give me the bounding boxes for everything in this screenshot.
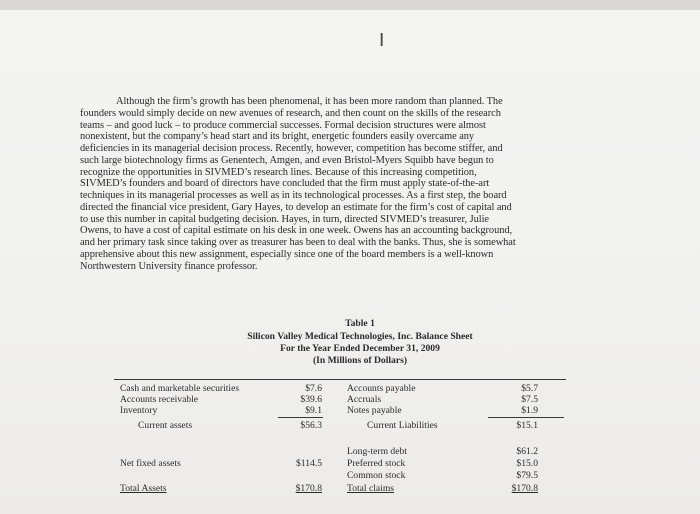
subtotal-rule — [278, 417, 323, 418]
asset-label: Inventory — [120, 405, 158, 416]
paragraph-line: Owens, to have a cost of capital estimate on his desk in one week. Owens has an accounting background, — [80, 225, 513, 237]
paragraph-line: founders would simply decide on new avenues of research, and then count on the skills of the research — [80, 107, 501, 119]
table-title: Silicon Valley Medical Technologies, Inc. Balance Sheet — [247, 331, 473, 342]
asset-value: $114.5 — [295, 458, 322, 469]
asset-total-value: $170.8 — [295, 483, 322, 494]
claim-subtotal-label: Current Liabilities — [367, 420, 438, 431]
asset-value: $7.6 — [305, 383, 322, 394]
claim-total-label: Total claims — [347, 483, 395, 494]
case-paragraph — [80, 96, 620, 272]
paragraph-line: teams – and good luck – to produce commercial successes. Formal decision structures were almost — [80, 119, 486, 131]
claim-value: $15.0 — [516, 458, 538, 469]
claim-label: Common stock — [347, 470, 406, 481]
paragraph-line: deficiencies in its managerial decision process. Recently, however, competition has become stiffer, and — [80, 143, 503, 154]
claim-label: Long-term debt — [347, 446, 407, 457]
asset-label: Accounts receivable — [120, 394, 199, 405]
asset-subtotal-label: Current assets — [138, 420, 193, 431]
asset-label: Cash and marketable securities — [120, 383, 240, 394]
paragraph-line: nonexistent, but the company’s head start and its bright, energetic founders easily overcame any — [80, 131, 475, 143]
claim-value: $1.9 — [521, 405, 538, 416]
paragraph-line: SIVMED’s founders and board of directors have concluded that the firm must apply state-of-the-art — [80, 178, 490, 190]
asset-total-label: Total Assets — [120, 483, 167, 494]
claim-label: Accounts payable — [347, 383, 416, 394]
paragraph-line: recognize the opportunities in SIVMED’s research lines. Because of this increasing competition, — [80, 166, 477, 178]
paragraph-line: such large biotechnology firms as Genentech, Amgen, and even Bristol-Myers Squibb have begun to — [80, 154, 494, 166]
claim-label: Notes payable — [347, 405, 402, 416]
paragraph-line: techniques in its managerial processes as well as in its technological processes. As a first step, the board — [80, 190, 507, 201]
claim-total-value: $170.8 — [511, 483, 538, 494]
paragraph-line: and her primary task since taking over as treasurer has been to deal with the banks. Thus, she is somewhat — [80, 237, 516, 248]
text-cursor-icon: I — [379, 30, 385, 51]
asset-label: Net fixed assets — [120, 458, 181, 469]
table-units: (In Millions of Dollars) — [312, 355, 408, 366]
table-top-rule — [114, 379, 566, 380]
paragraph-line: to use this number in capital budgeting decision. Hayes, in turn, directed SIVMED’s treasurer, Julie — [80, 213, 489, 225]
paragraph-line: apprehensive about this new assignment, especially since one of the board members is a well-known — [80, 248, 494, 260]
claim-value: $5.7 — [521, 383, 538, 394]
claim-subtotal-value: $15.1 — [516, 420, 538, 431]
asset-subtotal-value: $56.3 — [300, 420, 322, 431]
claim-label: Preferred stock — [347, 458, 406, 469]
table-subtitle: For the Year Ended December 31, 2009 — [280, 343, 440, 354]
asset-value: $39.6 — [300, 394, 322, 405]
subtotal-rule — [488, 417, 564, 418]
paragraph-line: directed the financial vice president, Gary Hayes, to develop an estimate for the firm’s cost of capital and — [80, 201, 512, 213]
paragraph-line: Northwestern University finance professor. — [80, 260, 258, 272]
claim-value: $79.5 — [516, 470, 538, 481]
asset-value: $9.1 — [305, 405, 322, 416]
paragraph-line: Although the firm’s growth has been phenomenal, it has been more random than planned. The — [116, 96, 503, 107]
claim-value: $7.5 — [521, 394, 538, 405]
claim-label: Accruals — [347, 394, 382, 405]
table-label: Table 1 — [345, 318, 375, 329]
claim-value: $61.2 — [516, 446, 538, 457]
